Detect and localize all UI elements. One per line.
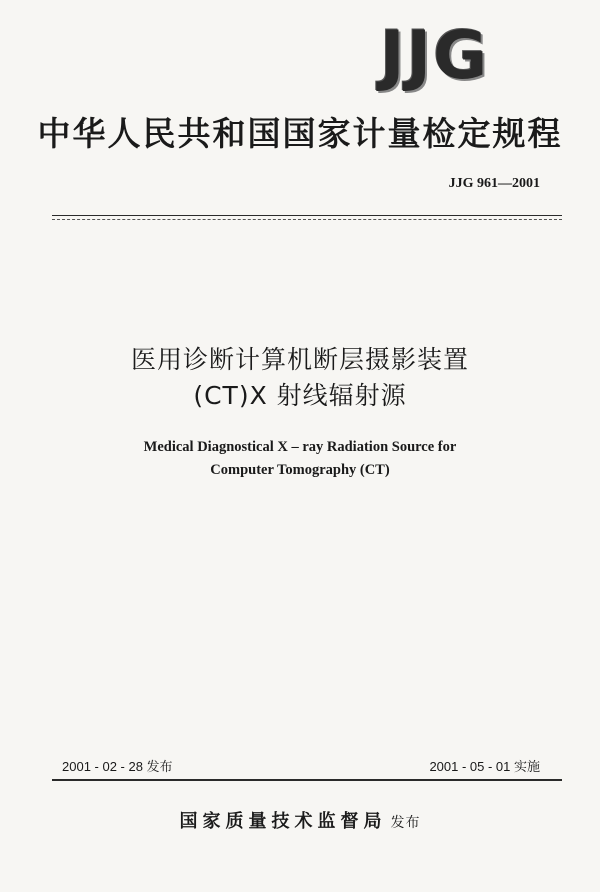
standard-code: JJG 961—2001	[448, 176, 540, 191]
publisher-name: 国家质量技术监督局	[179, 811, 387, 832]
org-title: 中华人民共和国国家计量检定规程	[37, 114, 563, 153]
publisher-suffix: 发布	[390, 815, 421, 831]
english-title-line-2: Computer Tomography (CT)	[210, 462, 390, 478]
bottom-divider	[52, 779, 562, 781]
top-divider	[52, 215, 562, 216]
jjg-logo-text: JJG	[380, 17, 490, 94]
chinese-title	[0, 342, 600, 414]
chinese-title-line-1: 医用诊断计算机断层摄影装置	[130, 345, 469, 374]
publisher-line	[0, 807, 600, 833]
english-title	[0, 436, 600, 482]
english-title-line-1: Medical Diagnostical X – ray Radiation Source for	[143, 439, 457, 455]
chinese-title-line-2: (CT)X 射线辐射源	[193, 381, 407, 410]
effective-date: 2001 - 05 - 01 实施	[429, 759, 540, 774]
issue-date: 2001 - 02 - 28 发布	[62, 759, 173, 774]
jjg-logo	[380, 17, 550, 94]
